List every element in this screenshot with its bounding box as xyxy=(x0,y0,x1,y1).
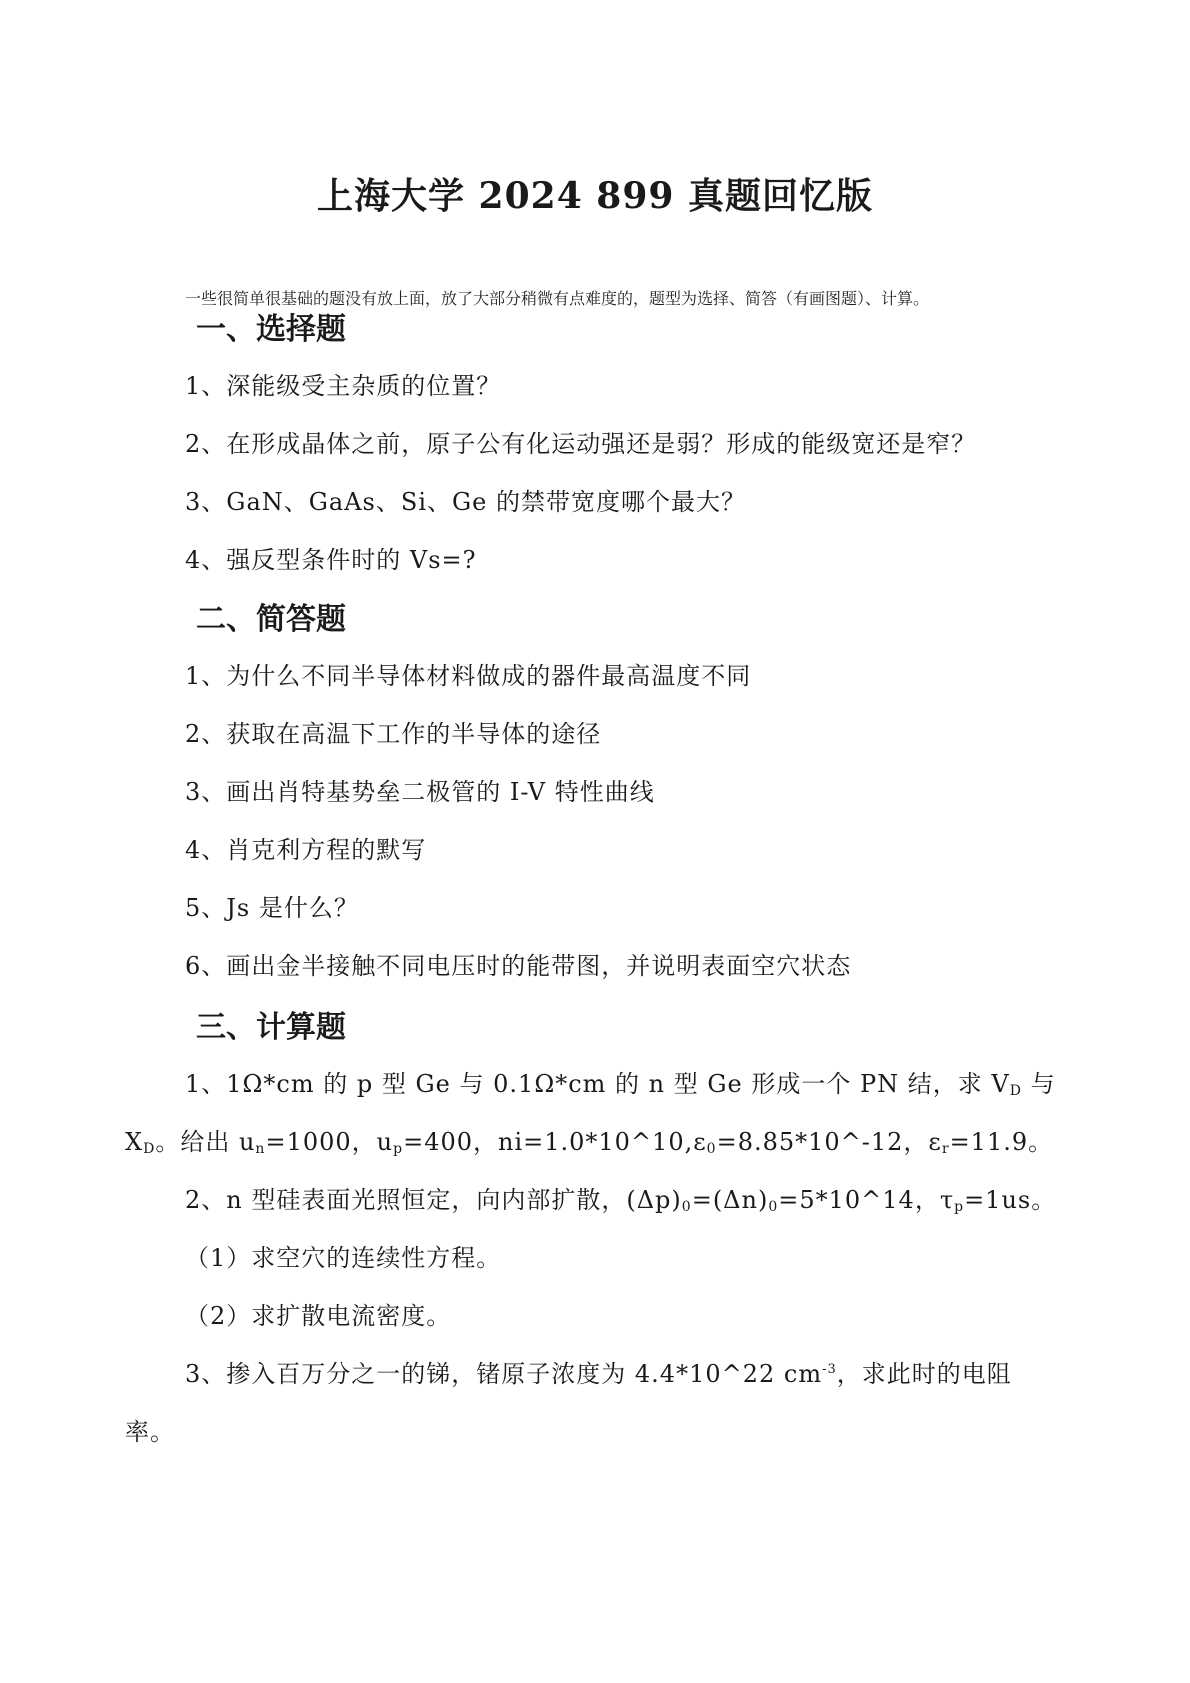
question-item: 4、肖克利方程的默写 xyxy=(185,836,427,864)
section-heading-short-answer: 二、简答题 xyxy=(196,602,346,637)
question-item: 4、强反型条件时的 Vs=? xyxy=(185,546,477,574)
calc-question-2: 2、n 型硅表面光照恒定，向内部扩散，$(\Delta p)_0=(\Delta n)_0=5*10\^{}14$，$\tau_p=1us$。 xyxy=(185,1186,1057,1215)
question-item: 3、画出肖特基势垒二极管的 I-V 特性曲线 xyxy=(185,778,655,806)
intro-note: 一些很简单很基础的题没有放上面，放了大部分稍微有点难度的，题型为选择、简答（有画图题）、计算。 xyxy=(185,289,930,308)
calc-question-2-sub-2: （2）求扩散电流密度。 xyxy=(185,1302,452,1330)
section-heading-choice: 一、选择题 xyxy=(196,312,346,347)
question-item: 2、在形成晶体之前，原子公有化运动强还是弱？形成的能级宽还是窄？ xyxy=(185,430,977,458)
question-item: 5、Js 是什么？ xyxy=(185,894,359,922)
question-item: 2、获取在高温下工作的半导体的途径 xyxy=(185,720,602,748)
question-item: 6、画出金半接触不同电压时的能带图，并说明表面空穴状态 xyxy=(185,952,852,980)
calc-question-1-line-1: 1、1Ω*cm 的 p 型 Ge 与 0.1Ω*cm 的 n 型 Ge 形成一个 PN 结，求 $V_D$ 与 xyxy=(185,1070,1056,1099)
section-heading-calculation: 三、计算题 xyxy=(196,1010,346,1045)
question-item: 1、深能级受主杂质的位置？ xyxy=(185,372,502,400)
page-title: 上海大学 2024 899 真题回忆版 xyxy=(317,175,873,217)
calc-question-1-line-2: $X_D$。给出 $u_n=1000$，$u_p=400$，$ni=1.0*10\^{}10,\varepsilon_0=8.85*10\^{}-12$，$\varepsilon_r=11.9$。 xyxy=(125,1128,1054,1157)
question-item: 3、GaN、GaAs、Si、Ge 的禁带宽度哪个最大？ xyxy=(185,488,746,516)
calc-question-3-line-1: 3、掺入百万分之一的锑，锗原子浓度为 4.4*10^22 $cm^{-3}$，求此时的电阻 xyxy=(185,1360,1012,1388)
question-item: 1、为什么不同半导体材料做成的器件最高温度不同 xyxy=(185,662,752,690)
calc-question-3-line-2: 率。 xyxy=(125,1418,175,1446)
calc-question-2-sub-1: （1）求空穴的连续性方程。 xyxy=(185,1244,502,1272)
